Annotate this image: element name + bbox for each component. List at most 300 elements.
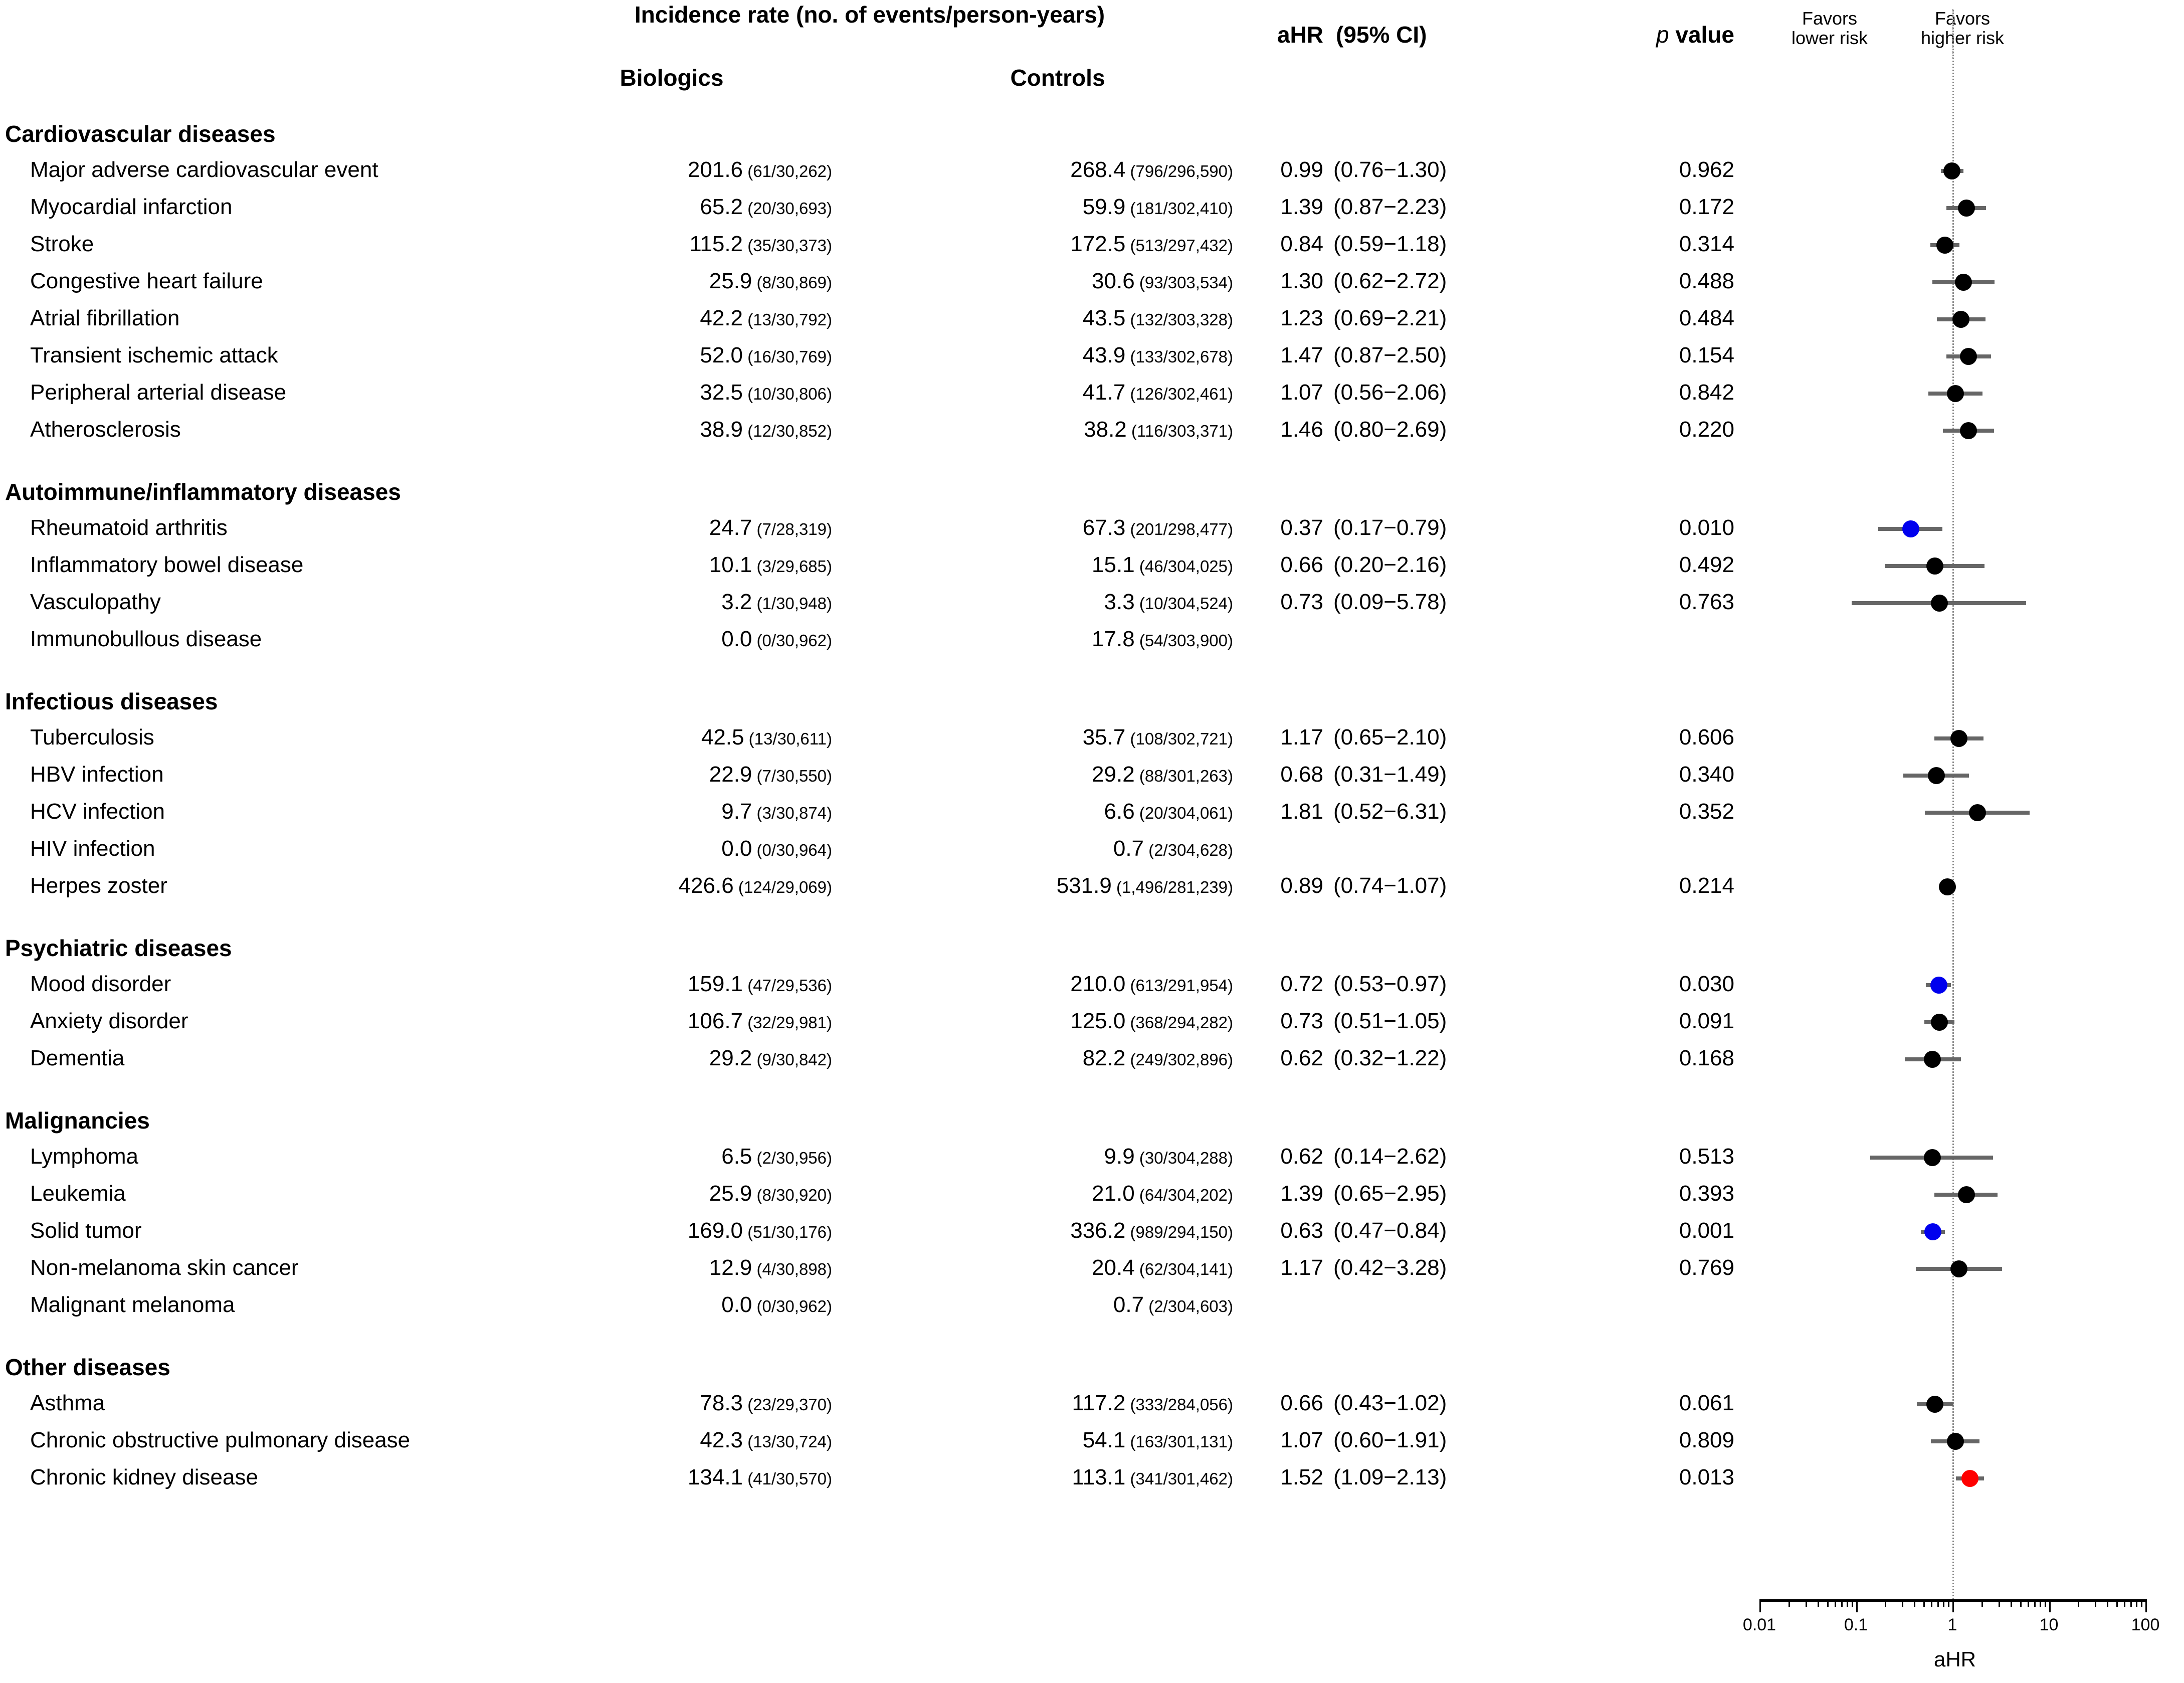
point-estimate-marker bbox=[1958, 200, 1975, 217]
controls-rate bbox=[852, 411, 1233, 448]
point-estimate-marker bbox=[1926, 1396, 1943, 1413]
favors-lower-line1: Favors bbox=[1802, 8, 1858, 29]
biologics-rate-detail: (13/30,611) bbox=[744, 729, 832, 748]
controls-rate-detail: (20/304,061) bbox=[1134, 804, 1233, 822]
biologics-rate-detail: (3/29,685) bbox=[752, 557, 832, 576]
biologics-rate bbox=[451, 1422, 832, 1459]
biologics-rate bbox=[451, 719, 832, 756]
p-value: 0.484 bbox=[1679, 306, 1734, 330]
forest-marker-row bbox=[1729, 1138, 2180, 1175]
controls-rate bbox=[852, 263, 1233, 300]
biologics-rate-value: 159.1 bbox=[687, 972, 743, 996]
forest-marker-row bbox=[1729, 300, 2180, 337]
biologics-rate bbox=[451, 189, 832, 226]
biologics-rate-value: 32.5 bbox=[700, 380, 743, 405]
outcome-label: Anxiety disorder bbox=[30, 1009, 188, 1033]
favors-higher-line1: Favors bbox=[1934, 8, 1991, 29]
biologics-rate bbox=[451, 374, 832, 411]
forest-marker-row bbox=[1729, 1040, 2180, 1077]
ci-value: (0.53−0.97) bbox=[1333, 972, 1447, 996]
axis-tick-major bbox=[1759, 1599, 1761, 1612]
p-value: 0.091 bbox=[1679, 1009, 1734, 1033]
controls-rate-value: 15.1 bbox=[1092, 552, 1135, 577]
ci-value: (0.65−2.95) bbox=[1333, 1181, 1447, 1206]
ci-value: (0.69−2.21) bbox=[1333, 306, 1447, 330]
biologics-rate-detail: (13/30,724) bbox=[743, 1432, 832, 1451]
ci-value: (0.51−1.05) bbox=[1333, 1009, 1447, 1033]
biologics-rate-value: 3.2 bbox=[721, 590, 752, 614]
ahr-value: 1.46 bbox=[1280, 417, 1323, 442]
ahr-value: 1.39 bbox=[1280, 1181, 1323, 1206]
outcome-label: Tuberculosis bbox=[30, 725, 154, 750]
ahr-value: 1.07 bbox=[1280, 380, 1323, 405]
biologics-rate-value: 0.0 bbox=[721, 627, 752, 651]
section-header: Malignancies bbox=[5, 1107, 150, 1134]
controls-rate-value: 17.8 bbox=[1092, 627, 1135, 651]
ahr-value: 1.52 bbox=[1280, 1465, 1323, 1489]
axis-tick-minor bbox=[1937, 1599, 1939, 1607]
axis-tick-minor bbox=[2107, 1599, 2108, 1607]
controls-rate-detail: (201/298,477) bbox=[1125, 520, 1233, 538]
biologics-rate-value: 25.9 bbox=[709, 269, 752, 293]
outcome-label: Inflammatory bowel disease bbox=[30, 552, 304, 577]
biologics-rate-detail: (0/30,964) bbox=[752, 841, 832, 859]
forest-marker-row bbox=[1729, 151, 2180, 189]
biologics-rate-detail: (7/28,319) bbox=[752, 520, 832, 538]
biologics-rate-value: 169.0 bbox=[687, 1218, 743, 1243]
outcome-label: Leukemia bbox=[30, 1181, 126, 1206]
p-value: 0.393 bbox=[1679, 1181, 1734, 1206]
axis-tick-minor bbox=[1835, 1599, 1836, 1607]
controls-rate bbox=[852, 189, 1233, 226]
controls-rate-detail: (163/301,131) bbox=[1125, 1432, 1233, 1451]
forest-marker-row bbox=[1729, 226, 2180, 263]
ci-value: (1.09−2.13) bbox=[1333, 1465, 1447, 1489]
biologics-rate-value: 0.0 bbox=[721, 1292, 752, 1317]
ahr-value: 0.72 bbox=[1280, 972, 1323, 996]
ahr-value: 0.89 bbox=[1280, 873, 1323, 898]
p-value: 0.154 bbox=[1679, 343, 1734, 367]
axis-tick-minor bbox=[2028, 1599, 2029, 1607]
axis-tick-minor bbox=[1914, 1599, 1915, 1607]
p-value: 0.513 bbox=[1679, 1144, 1734, 1169]
outcome-label: Atherosclerosis bbox=[30, 417, 181, 442]
section-header: Cardiovascular diseases bbox=[5, 121, 276, 147]
ci-value: (0.09−5.78) bbox=[1333, 590, 1447, 614]
ahr-value: 0.66 bbox=[1280, 1391, 1323, 1415]
biologics-rate-detail: (41/30,570) bbox=[743, 1469, 832, 1488]
biologics-rate-detail: (51/30,176) bbox=[743, 1223, 832, 1241]
axis-tick-minor bbox=[2045, 1599, 2046, 1607]
biologics-rate bbox=[451, 756, 832, 793]
controls-rate-detail: (10/304,524) bbox=[1134, 594, 1233, 613]
controls-rate bbox=[852, 1422, 1233, 1459]
axis-tick-minor bbox=[2124, 1599, 2125, 1607]
axis-tick-minor bbox=[1852, 1599, 1853, 1607]
point-estimate-marker bbox=[1924, 1223, 1941, 1240]
ci-value: (0.62−2.72) bbox=[1333, 269, 1447, 293]
p-value: 0.809 bbox=[1679, 1428, 1734, 1452]
ci-value: (0.42−3.28) bbox=[1333, 1255, 1447, 1280]
biologics-rate-detail: (0/30,962) bbox=[752, 631, 832, 650]
point-estimate-marker bbox=[1928, 767, 1945, 784]
ci-column-header: (95% CI) bbox=[1336, 22, 1427, 48]
axis-tick-minor bbox=[1806, 1599, 1807, 1607]
forest-marker-row bbox=[1729, 719, 2180, 756]
biologics-rate-value: 426.6 bbox=[678, 873, 734, 898]
forest-marker-row bbox=[1729, 1212, 2180, 1249]
biologics-rate-value: 6.5 bbox=[721, 1144, 752, 1169]
ci-value: (0.87−2.50) bbox=[1333, 343, 1447, 367]
outcome-label: Malignant melanoma bbox=[30, 1292, 235, 1317]
ahr-value: 0.66 bbox=[1280, 552, 1323, 577]
axis-tick-minor bbox=[2020, 1599, 2022, 1607]
controls-rate-detail: (1,496/281,239) bbox=[1111, 878, 1233, 896]
p-value: 0.763 bbox=[1679, 590, 1734, 614]
p-value: 0.606 bbox=[1679, 725, 1734, 750]
controls-rate-value: 113.1 bbox=[1072, 1465, 1126, 1489]
axis-tick-minor bbox=[1943, 1599, 1944, 1607]
outcome-label: Solid tumor bbox=[30, 1218, 142, 1243]
controls-rate-detail: (93/303,534) bbox=[1134, 273, 1233, 292]
ci-value: (0.65−2.10) bbox=[1333, 725, 1447, 750]
point-estimate-marker bbox=[1924, 1149, 1941, 1166]
p-value: 0.962 bbox=[1679, 157, 1734, 182]
biologics-rate-value: 24.7 bbox=[709, 515, 752, 540]
axis-tick-major bbox=[2049, 1599, 2051, 1612]
p-value: 0.769 bbox=[1679, 1255, 1734, 1280]
biologics-rate bbox=[451, 1249, 832, 1286]
controls-rate bbox=[852, 966, 1233, 1003]
section-header: Other diseases bbox=[5, 1354, 170, 1380]
p-value: 0.013 bbox=[1679, 1465, 1734, 1489]
p-value: 0.340 bbox=[1679, 762, 1734, 787]
biologics-rate-detail: (32/29,981) bbox=[743, 1013, 832, 1032]
biologics-rate bbox=[451, 966, 832, 1003]
outcome-label: Myocardial infarction bbox=[30, 195, 233, 219]
favors-divider bbox=[1952, 9, 1953, 59]
axis-tick-minor bbox=[1827, 1599, 1829, 1607]
biologics-rate-value: 106.7 bbox=[687, 1009, 743, 1033]
forest-marker-row bbox=[1729, 189, 2180, 226]
p-value: 0.314 bbox=[1679, 232, 1734, 256]
axis-tick-major bbox=[1856, 1599, 1858, 1612]
controls-rate-value: 43.5 bbox=[1082, 306, 1126, 330]
controls-rate bbox=[852, 226, 1233, 263]
axis-tick-minor bbox=[2130, 1599, 2132, 1607]
biologics-rate bbox=[451, 1459, 832, 1496]
p-value: 0.172 bbox=[1679, 195, 1734, 219]
controls-rate-value: 30.6 bbox=[1092, 269, 1135, 293]
biologics-rate-value: 65.2 bbox=[700, 195, 743, 219]
ci-value: (0.52−6.31) bbox=[1333, 799, 1447, 824]
controls-rate bbox=[852, 719, 1233, 756]
axis-tick-label: 0.1 bbox=[1844, 1615, 1868, 1634]
axis-tick-label: 10 bbox=[2039, 1615, 2059, 1634]
biologics-rate-detail: (20/30,693) bbox=[743, 199, 832, 218]
forest-marker-row bbox=[1729, 1175, 2180, 1212]
ahr-value: 1.47 bbox=[1280, 343, 1323, 367]
point-estimate-marker bbox=[1947, 1433, 1964, 1450]
p-value: 0.488 bbox=[1679, 269, 1734, 293]
biologics-rate bbox=[451, 1138, 832, 1175]
p-value-word: value bbox=[1675, 22, 1734, 48]
biologics-rate-detail: (2/30,956) bbox=[752, 1149, 832, 1167]
outcome-label: Atrial fibrillation bbox=[30, 306, 180, 330]
biologics-rate-detail: (0/30,962) bbox=[752, 1297, 832, 1316]
p-value: 0.842 bbox=[1679, 380, 1734, 405]
ci-value: (0.76−1.30) bbox=[1333, 157, 1447, 182]
controls-rate-value: 531.9 bbox=[1056, 873, 1112, 898]
outcome-label: Dementia bbox=[30, 1046, 125, 1070]
controls-rate bbox=[852, 756, 1233, 793]
biologics-rate-value: 115.2 bbox=[689, 232, 743, 256]
controls-rate-detail: (796/296,590) bbox=[1125, 162, 1233, 180]
point-estimate-marker bbox=[1950, 730, 1967, 747]
forest-marker-row bbox=[1729, 584, 2180, 621]
controls-rate-value: 82.2 bbox=[1082, 1046, 1126, 1070]
axis-tick-major bbox=[2145, 1599, 2147, 1612]
outcome-label: HCV infection bbox=[30, 799, 165, 824]
controls-rate bbox=[852, 1212, 1233, 1249]
outcome-label: Asthma bbox=[30, 1391, 105, 1415]
controls-rate bbox=[852, 1249, 1233, 1286]
biologics-rate-value: 9.7 bbox=[721, 799, 752, 824]
forest-marker-row bbox=[1729, 1385, 2180, 1422]
outcome-label: Congestive heart failure bbox=[30, 269, 263, 293]
point-estimate-marker bbox=[1902, 520, 1919, 537]
controls-rate-value: 21.0 bbox=[1092, 1181, 1135, 1206]
biologics-rate bbox=[451, 867, 832, 904]
controls-rate bbox=[852, 1385, 1233, 1422]
biologics-rate-value: 0.0 bbox=[721, 836, 752, 861]
biologics-rate bbox=[451, 151, 832, 189]
biologics-rate-value: 42.2 bbox=[700, 306, 743, 330]
controls-rate bbox=[852, 300, 1233, 337]
controls-column-header: Controls bbox=[1010, 65, 1105, 91]
axis-tick-minor bbox=[2011, 1599, 2012, 1607]
favors-lower-line2: lower risk bbox=[1791, 27, 1868, 48]
controls-rate-value: 117.2 bbox=[1072, 1391, 1126, 1415]
ahr-value: 0.62 bbox=[1280, 1144, 1323, 1169]
axis-tick-label: 100 bbox=[2131, 1615, 2160, 1634]
forest-marker-row bbox=[1729, 966, 2180, 1003]
outcome-label: HBV infection bbox=[30, 762, 164, 787]
biologics-rate-detail: (7/30,550) bbox=[752, 767, 832, 785]
ci-value: (0.17−0.79) bbox=[1333, 515, 1447, 540]
point-estimate-marker bbox=[1958, 1186, 1975, 1203]
biologics-rate bbox=[451, 300, 832, 337]
axis-tick-minor bbox=[1789, 1599, 1790, 1607]
controls-rate bbox=[852, 374, 1233, 411]
p-value: 0.214 bbox=[1679, 873, 1734, 898]
biologics-rate-detail: (16/30,769) bbox=[743, 347, 832, 366]
ahr-value: 0.68 bbox=[1280, 762, 1323, 787]
forest-marker-row bbox=[1729, 867, 2180, 904]
section-header: Autoimmune/inflammatory diseases bbox=[5, 479, 401, 505]
ci-value: (0.60−1.91) bbox=[1333, 1428, 1447, 1452]
controls-rate-detail: (133/302,678) bbox=[1125, 347, 1233, 366]
ahr-value: 1.17 bbox=[1280, 725, 1323, 750]
controls-rate-value: 172.5 bbox=[1070, 232, 1126, 256]
axis-tick-minor bbox=[2141, 1599, 2142, 1607]
biologics-rate bbox=[451, 226, 832, 263]
biologics-rate-detail: (3/30,874) bbox=[752, 804, 832, 822]
point-estimate-marker bbox=[1931, 595, 1948, 612]
axis-tick-minor bbox=[1981, 1599, 1983, 1607]
biologics-rate bbox=[451, 621, 832, 658]
controls-rate-detail: (30/304,288) bbox=[1134, 1149, 1233, 1167]
biologics-rate bbox=[451, 793, 832, 830]
biologics-rate-value: 38.9 bbox=[700, 417, 743, 442]
biologics-rate-detail: (10/30,806) bbox=[743, 385, 832, 403]
forest-marker-row bbox=[1729, 793, 2180, 830]
controls-rate-detail: (368/294,282) bbox=[1125, 1013, 1233, 1032]
controls-rate-detail: (62/304,141) bbox=[1134, 1260, 1233, 1278]
outcome-label: Mood disorder bbox=[30, 972, 171, 996]
biologics-rate-detail: (8/30,869) bbox=[752, 273, 832, 292]
biologics-rate-detail: (47/29,536) bbox=[743, 976, 832, 995]
biologics-rate-value: 22.9 bbox=[709, 762, 752, 787]
controls-rate bbox=[852, 1286, 1233, 1324]
outcome-label: Chronic obstructive pulmonary disease bbox=[30, 1428, 411, 1452]
controls-rate-value: 59.9 bbox=[1082, 195, 1126, 219]
biologics-rate bbox=[451, 1385, 832, 1422]
axis-tick-label: 1 bbox=[1947, 1615, 1957, 1634]
ci-value: (0.56−2.06) bbox=[1333, 380, 1447, 405]
controls-rate bbox=[852, 546, 1233, 584]
controls-rate-detail: (88/301,263) bbox=[1134, 767, 1233, 785]
ci-value: (0.74−1.07) bbox=[1333, 873, 1447, 898]
p-value: 0.220 bbox=[1679, 417, 1734, 442]
axis-tick-minor bbox=[2095, 1599, 2096, 1607]
outcome-label: Chronic kidney disease bbox=[30, 1465, 258, 1489]
ahr-value: 0.99 bbox=[1280, 157, 1323, 182]
controls-rate bbox=[852, 337, 1233, 374]
outcome-label: Lymphoma bbox=[30, 1144, 139, 1169]
outcome-label: Vasculopathy bbox=[30, 590, 161, 614]
ahr-value: 1.07 bbox=[1280, 1428, 1323, 1452]
biologics-rate-detail: (23/29,370) bbox=[743, 1395, 832, 1414]
controls-rate bbox=[852, 1003, 1233, 1040]
biologics-rate-value: 134.1 bbox=[687, 1465, 743, 1489]
ci-value: (0.32−1.22) bbox=[1333, 1046, 1447, 1070]
favors-higher-line2: higher risk bbox=[1920, 27, 2005, 48]
biologics-rate bbox=[451, 337, 832, 374]
biologics-rate-detail: (8/30,920) bbox=[752, 1186, 832, 1204]
biologics-rate-value: 42.3 bbox=[700, 1428, 743, 1452]
ci-value: (0.87−2.23) bbox=[1333, 195, 1447, 219]
section-header: Psychiatric diseases bbox=[5, 935, 232, 961]
controls-rate-value: 0.7 bbox=[1113, 1292, 1144, 1317]
point-estimate-marker bbox=[1939, 878, 1956, 895]
point-estimate-marker bbox=[1950, 1260, 1967, 1277]
ci-value: (0.47−0.84) bbox=[1333, 1218, 1447, 1243]
biologics-rate-value: 78.3 bbox=[700, 1391, 743, 1415]
forest-marker-row bbox=[1729, 1249, 2180, 1286]
controls-rate bbox=[852, 1459, 1233, 1496]
point-estimate-marker bbox=[1960, 348, 1977, 365]
p-value: 0.061 bbox=[1679, 1391, 1734, 1415]
controls-rate-detail: (989/294,150) bbox=[1125, 1223, 1233, 1241]
biologics-rate bbox=[451, 546, 832, 584]
p-value: 0.010 bbox=[1679, 515, 1734, 540]
ahr-value: 1.30 bbox=[1280, 269, 1323, 293]
axis-tick-minor bbox=[1818, 1599, 1819, 1607]
biologics-rate bbox=[451, 509, 832, 546]
axis-tick-minor bbox=[2034, 1599, 2036, 1607]
forest-marker-row bbox=[1729, 1422, 2180, 1459]
incidence-rate-header: Incidence rate (no. of events/person-years) bbox=[634, 2, 1105, 28]
controls-rate-detail: (116/303,371) bbox=[1126, 422, 1233, 440]
point-estimate-marker bbox=[1931, 1014, 1948, 1031]
outcome-label: Rheumatoid arthritis bbox=[30, 515, 228, 540]
axis-tick-minor bbox=[1885, 1599, 1886, 1607]
controls-rate-value: 35.7 bbox=[1082, 725, 1126, 750]
forest-marker-row bbox=[1729, 263, 2180, 300]
ahr-value: 0.63 bbox=[1280, 1218, 1323, 1243]
controls-rate-detail: (2/304,628) bbox=[1144, 841, 1233, 859]
controls-rate-value: 9.9 bbox=[1104, 1144, 1135, 1169]
ahr-value: 0.84 bbox=[1280, 232, 1323, 256]
forest-marker-row bbox=[1729, 1459, 2180, 1496]
biologics-rate bbox=[451, 1212, 832, 1249]
controls-rate-detail: (341/301,462) bbox=[1125, 1469, 1233, 1488]
ahr-value: 1.81 bbox=[1280, 799, 1323, 824]
ci-value: (0.20−2.16) bbox=[1333, 552, 1447, 577]
point-estimate-marker bbox=[1924, 1051, 1941, 1068]
controls-rate-value: 67.3 bbox=[1082, 515, 1126, 540]
forest-marker-row bbox=[1729, 374, 2180, 411]
biologics-column-header: Biologics bbox=[620, 65, 724, 91]
outcome-label: Peripheral arterial disease bbox=[30, 380, 287, 405]
biologics-rate-detail: (35/30,373) bbox=[743, 236, 832, 255]
axis-tick-minor bbox=[1902, 1599, 1903, 1607]
biologics-rate bbox=[451, 1175, 832, 1212]
ahr-value: 0.37 bbox=[1280, 515, 1323, 540]
ahr-value: 1.39 bbox=[1280, 195, 1323, 219]
biologics-rate-detail: (13/30,792) bbox=[743, 310, 832, 329]
axis-tick-minor bbox=[2078, 1599, 2079, 1607]
controls-rate-value: 210.0 bbox=[1070, 972, 1126, 996]
biologics-rate bbox=[451, 1286, 832, 1324]
point-estimate-marker bbox=[1947, 385, 1964, 402]
ahr-value: 1.23 bbox=[1280, 306, 1323, 330]
point-estimate-marker bbox=[1960, 422, 1977, 439]
ahr-value: 0.62 bbox=[1280, 1046, 1323, 1070]
ci-value: (0.43−1.02) bbox=[1333, 1391, 1447, 1415]
biologics-rate-value: 29.2 bbox=[709, 1046, 752, 1070]
axis-tick-minor bbox=[2040, 1599, 2041, 1607]
outcome-label: HIV infection bbox=[30, 836, 155, 861]
controls-rate-value: 20.4 bbox=[1092, 1255, 1135, 1280]
ahr-value: 1.17 bbox=[1280, 1255, 1323, 1280]
controls-rate bbox=[852, 1138, 1233, 1175]
controls-rate-value: 6.6 bbox=[1104, 799, 1135, 824]
point-estimate-marker bbox=[1969, 804, 1986, 821]
controls-rate-detail: (64/304,202) bbox=[1134, 1186, 1233, 1204]
controls-rate-value: 41.7 bbox=[1082, 380, 1126, 405]
controls-rate-value: 3.3 bbox=[1104, 590, 1135, 614]
forest-marker-row bbox=[1729, 509, 2180, 546]
axis-tick-minor bbox=[1847, 1599, 1848, 1607]
controls-rate-detail: (132/303,328) bbox=[1125, 310, 1233, 329]
controls-rate bbox=[852, 793, 1233, 830]
point-estimate-marker bbox=[1952, 311, 1969, 328]
controls-rate-detail: (249/302,896) bbox=[1125, 1050, 1233, 1069]
controls-rate-detail: (333/284,056) bbox=[1125, 1395, 1233, 1414]
p-value: 0.001 bbox=[1679, 1218, 1734, 1243]
